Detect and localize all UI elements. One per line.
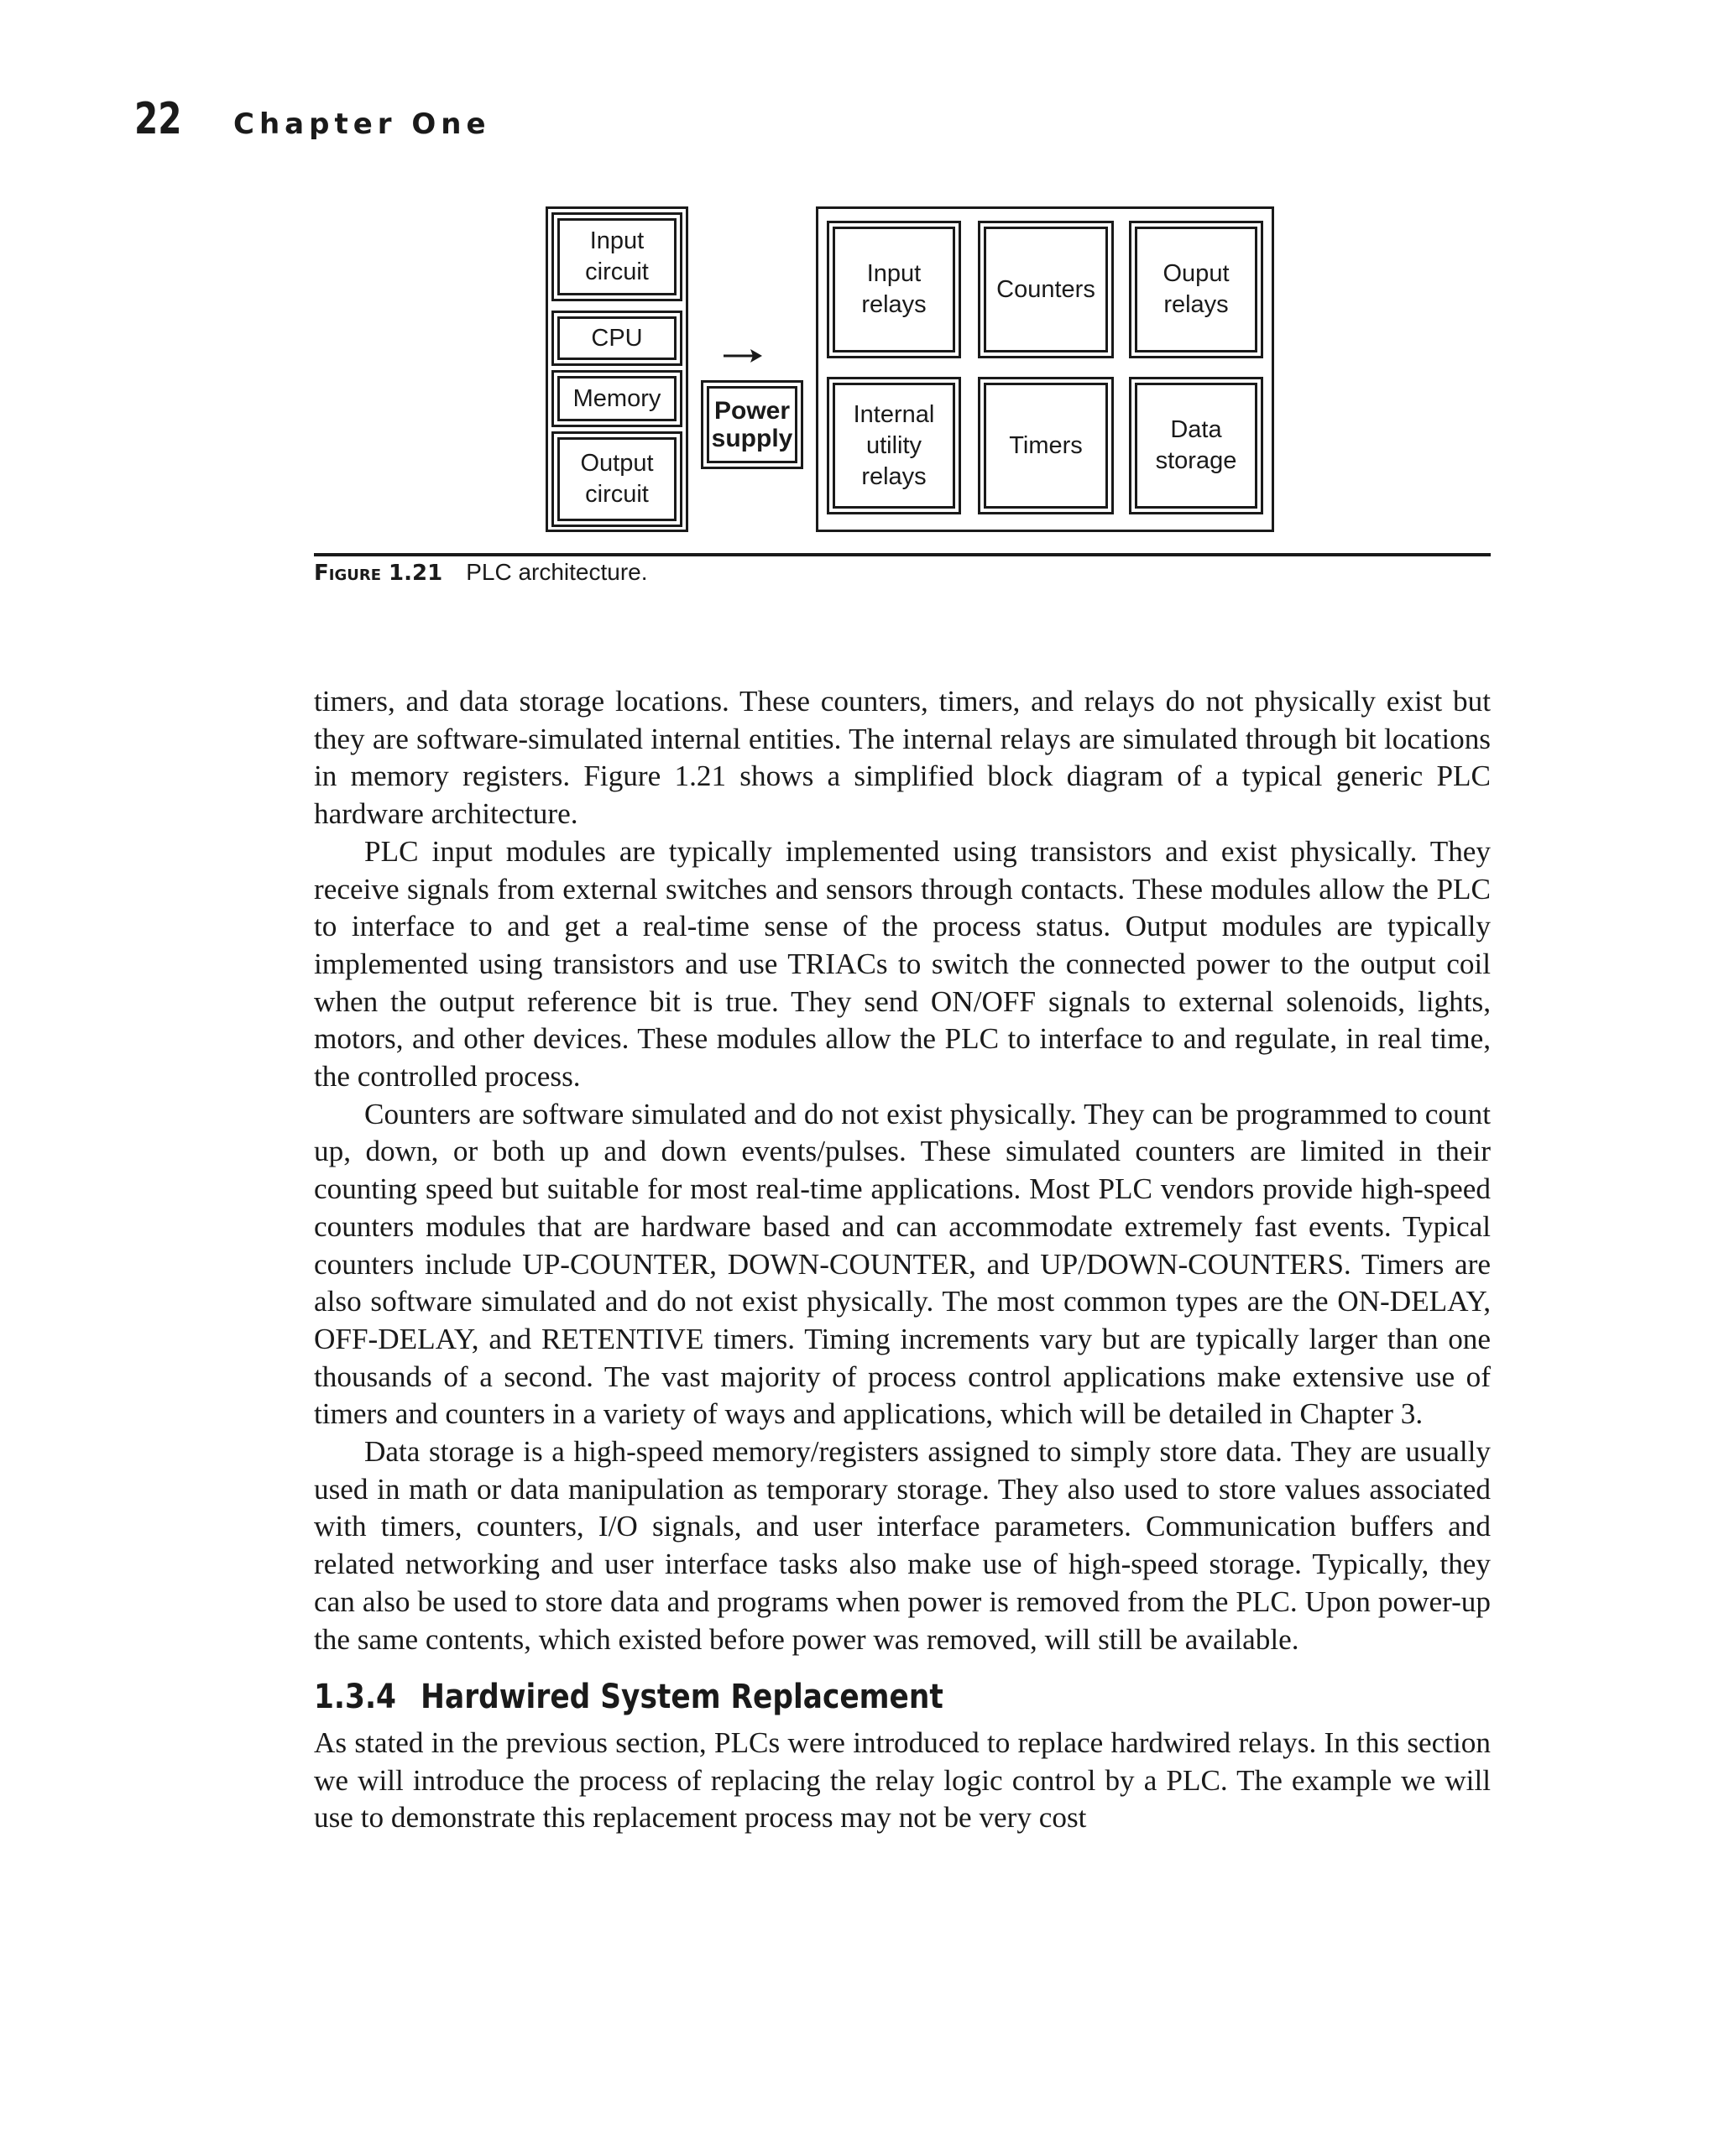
output-circuit-label: Output circuit bbox=[580, 450, 654, 508]
input-circuit-label: Input circuit bbox=[585, 227, 649, 285]
data-storage-label: Data storage bbox=[1155, 416, 1237, 474]
paragraph: Counters are software simulated and do not exist physically. They can be programmed to count up, down, or both up and down events/pulses. These simulated counters are limited in their counting speed but suitable for most real-time applications. Most PLC vendors provide high-speed counters modules that are hardware based and can accommodate extremely fast events. Typical counters include UP-COUNTER, DOWN-COUNTER, and UP/DOWN-COUNTERS. Timers are also software simulated and do not exist physically. The most common types are the ON-DELAY, OFF-DELAY, and RETENTIVE timers. Timing increments vary but are typically larger than one thousands of a second. The vast majority of process control applications make extensive use of timers and counters in a variety of ways and applications, which will be detailed in Chapter 3. bbox=[314, 1097, 1491, 1431]
memory-label: Memory bbox=[572, 384, 661, 412]
paragraph: Data storage is a high-speed memory/registers assigned to simply store data. They are usually used in math or data manipulation as temporary storage. They also used to store values associated with timers, counters, I/O signals, and user interface parameters. Communication buffers and related networking and user interface tasks also make use of high-speed storage. Typically, they can also be used to store data and programs when power is removed from the PLC. Upon power-up the same contents, which existed before power was removed, will still be available. bbox=[314, 1435, 1491, 1656]
counters-block bbox=[984, 227, 1108, 352]
figure-caption-label: Figure 1.21 bbox=[314, 561, 443, 586]
section-number: 1.3.4 bbox=[314, 1678, 396, 1717]
chapter-title: Chapter One bbox=[233, 107, 491, 141]
section-heading bbox=[314, 1678, 1326, 1716]
input-relays-label: Input relays bbox=[861, 260, 927, 318]
body-text bbox=[314, 683, 1491, 1837]
output-relays-block bbox=[1135, 227, 1257, 352]
data-storage-block bbox=[1135, 383, 1257, 509]
power-supply-block bbox=[707, 386, 797, 463]
output-circuit-block bbox=[557, 437, 677, 521]
paragraph: PLC input modules are typically implemented using transistors and exist physically. They receive signals from external switches and sensors through contacts. These modules allow the PLC to interface to and get a real-time sense of the process status. Output modules are typically implemented using transistors and use TRIACs to switch the connected power to the output coil when the output reference bit is true. They send ON/OFF signals to external solenoids, lights, motors, and other devices. These modules allow the PLC to interface to and regulate, in real time, the controlled process. bbox=[314, 834, 1491, 1094]
plc-architecture-diagram bbox=[0, 0, 1719, 537]
counters-label: Counters bbox=[996, 275, 1095, 303]
figure-caption bbox=[314, 559, 648, 586]
input-circuit-block bbox=[557, 218, 677, 295]
power-supply-label: Power supply bbox=[711, 397, 793, 452]
memory-block bbox=[557, 376, 677, 421]
section-title: Hardwired System Replacement bbox=[421, 1678, 943, 1717]
cpu-block bbox=[557, 316, 677, 360]
internal-utility-relays-block bbox=[833, 383, 955, 509]
cpu-label: CPU bbox=[591, 324, 643, 352]
input-relays-block bbox=[833, 227, 955, 352]
arrow-right-icon bbox=[722, 346, 764, 366]
figure-caption-text: PLC architecture. bbox=[466, 559, 648, 585]
output-relays-label: Ouput relays bbox=[1163, 260, 1230, 318]
caption-rule bbox=[314, 553, 1491, 556]
paragraph: As stated in the previous section, PLCs were introduced to replace hardwired relays. In this section we will introduce the process of replacing the relay logic control by a PLC. The example we will use to demonstrate this replacement process may not be very cost bbox=[314, 1725, 1491, 1835]
page-number: 22 bbox=[134, 94, 182, 144]
timers-block bbox=[984, 383, 1108, 509]
timers-label: Timers bbox=[1009, 431, 1083, 459]
paragraph: timers, and data storage locations. These counters, timers, and relays do not physically exist but they are software-simulated internal entities. The internal relays are simulated through bit locations in memory registers. Figure 1.21 shows a simplified block diagram of a typical generic PLC hardware architecture. bbox=[314, 685, 1491, 831]
internal-utility-relays-label: Internal utility relays bbox=[853, 400, 935, 490]
